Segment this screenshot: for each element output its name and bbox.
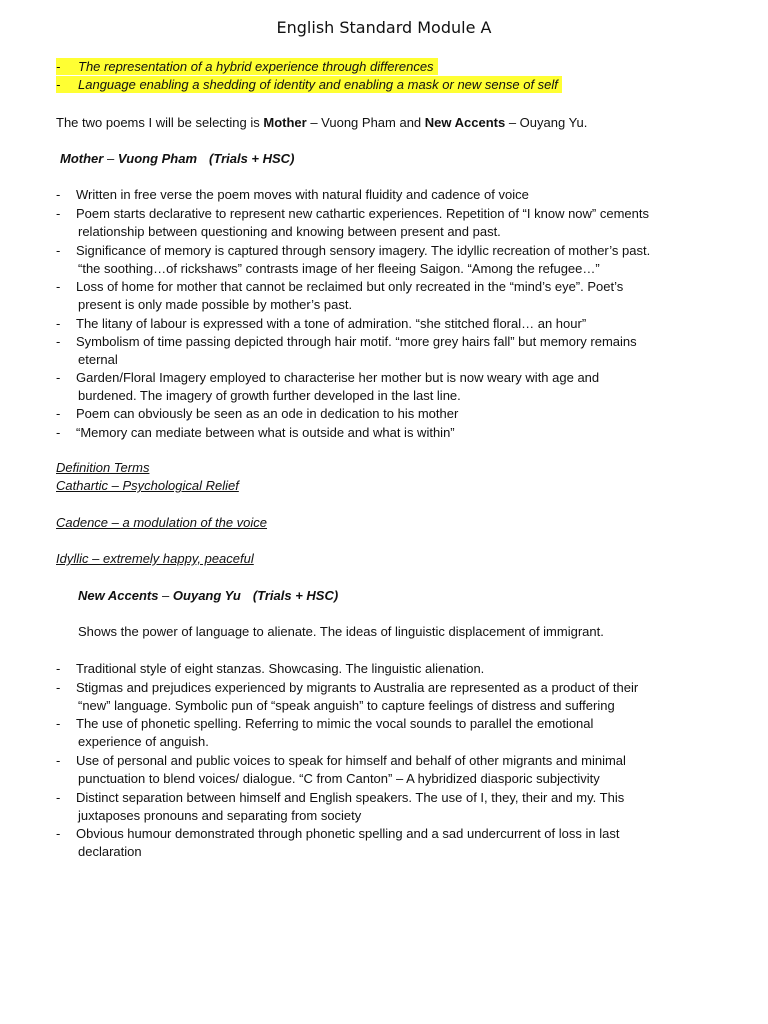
list-item-text: Obvious humour demonstrated through phonetic spelling and a sad undercurrent of loss in last bbox=[76, 826, 620, 841]
list-item-continuation: “new” language. Symbolic pun of “speak anguish” to capture feelings of distress and suffering bbox=[78, 698, 615, 713]
heading-separator: – bbox=[158, 588, 173, 603]
highlight-text: Language enabling a shedding of identity and enabling a mask or new sense of self bbox=[78, 77, 558, 92]
dash-bullet: - bbox=[56, 753, 61, 768]
list-item-text: Symbolism of time passing depicted through hair motif. “more grey hairs fall” but memory remains bbox=[76, 334, 637, 349]
dash-bullet: - bbox=[56, 680, 61, 695]
list-item-text: The use of phonetic spelling. Referring to mimic the vocal sounds to parallel the emotional bbox=[76, 716, 594, 731]
intro-text: – Ouyang Yu. bbox=[505, 115, 588, 130]
list-item-continuation: juxtaposes pronouns and separating from society bbox=[78, 808, 362, 823]
dash-bullet: - bbox=[56, 425, 61, 440]
list-item-continuation: burdened. The imagery of growth further developed in the last line. bbox=[78, 388, 461, 403]
dash-bullet: - bbox=[56, 243, 61, 258]
heading-author: Vuong Pham bbox=[117, 151, 198, 166]
new-accents-heading bbox=[78, 588, 338, 603]
page-title: English Standard Module A bbox=[276, 18, 492, 37]
list-item-text: Garden/Floral Imagery employed to characterise her mother but is now weary with age and bbox=[76, 370, 600, 385]
dash-bullet: - bbox=[56, 790, 61, 805]
dash-bullet: - bbox=[56, 77, 61, 92]
dash-bullet: - bbox=[56, 206, 61, 221]
dash-bullet: - bbox=[56, 59, 61, 74]
list-item-text: Significance of memory is captured through sensory imagery. The idyllic recreation of mother’s past. bbox=[76, 243, 651, 258]
definition-idyllic: Idyllic – extremely happy, peaceful bbox=[56, 551, 254, 566]
list-item-text: Written in free verse the poem moves with natural fluidity and cadence of voice bbox=[76, 187, 529, 202]
list-item-text: Poem starts declarative to represent new cathartic experiences. Repetition of “I know now” cements bbox=[76, 206, 649, 221]
list-item-continuation: relationship between questioning and knowing between present and past. bbox=[78, 224, 501, 239]
list-item-continuation: “the soothing…of rickshaws” contrasts image of her fleeing Saigon. “Among the refugee…” bbox=[78, 261, 600, 276]
dash-bullet: - bbox=[56, 187, 61, 202]
highlight-line-2 bbox=[56, 76, 562, 93]
definition-cathartic: Cathartic – Psychological Relief bbox=[56, 478, 239, 493]
new-accents-summary: Shows the power of language to alienate. The ideas of linguistic displacement of immigrant. bbox=[78, 624, 604, 639]
definition-heading: Definition Terms bbox=[56, 460, 150, 475]
highlight-line-1 bbox=[56, 58, 438, 75]
list-item-continuation: declaration bbox=[78, 844, 142, 859]
heading-separator: – bbox=[103, 151, 118, 166]
heading-tag: (Trials + HSC) bbox=[252, 588, 339, 603]
poem-title-new-accents: New Accents bbox=[424, 115, 506, 130]
poem-title-mother: Mother bbox=[263, 115, 307, 130]
list-item-continuation: eternal bbox=[78, 352, 118, 367]
dash-bullet: - bbox=[56, 316, 61, 331]
heading-author: Ouyang Yu bbox=[172, 588, 241, 603]
intro-paragraph bbox=[56, 115, 587, 130]
list-item-text: Traditional style of eight stanzas. Showcasing. The linguistic alienation. bbox=[76, 661, 485, 676]
list-item-text: “Memory can mediate between what is outside and what is within” bbox=[76, 425, 455, 440]
intro-text: – Vuong Pham and bbox=[306, 115, 425, 130]
dash-bullet: - bbox=[56, 716, 61, 731]
list-item-text: Poem can obviously be seen as an ode in dedication to his mother bbox=[76, 406, 459, 421]
dash-bullet: - bbox=[56, 334, 61, 349]
heading-title: New Accents bbox=[78, 588, 159, 603]
definition-cadence: Cadence – a modulation of the voice bbox=[56, 515, 268, 530]
dash-bullet: - bbox=[56, 406, 61, 421]
dash-bullet: - bbox=[56, 279, 61, 294]
heading-title: Mother bbox=[60, 151, 104, 166]
list-item-text: Stigmas and prejudices experienced by migrants to Australia are represented as a product of their bbox=[76, 680, 639, 695]
highlight-text: The representation of a hybrid experience through differences bbox=[78, 59, 434, 74]
dash-bullet: - bbox=[56, 370, 61, 385]
intro-text: The two poems I will be selecting is bbox=[56, 115, 264, 130]
list-item-text: The litany of labour is expressed with a tone of admiration. “she stitched floral… an hour” bbox=[76, 316, 587, 331]
dash-bullet: - bbox=[56, 826, 61, 841]
list-item-text: Loss of home for mother that cannot be reclaimed but only recreated in the “mind’s eye”. Poet’s bbox=[76, 279, 624, 294]
list-item-text: Use of personal and public voices to speak for himself and behalf of other migrants and minimal bbox=[76, 753, 626, 768]
list-item-continuation: experience of anguish. bbox=[78, 734, 209, 749]
mother-heading bbox=[60, 151, 294, 166]
list-item-continuation: present is only made possible by mother’s past. bbox=[78, 297, 353, 312]
list-item-continuation: punctuation to blend voices/ dialogue. “C from Canton” – A hybridized diasporic subjectivity bbox=[78, 771, 600, 786]
heading-tag: (Trials + HSC) bbox=[209, 151, 295, 166]
dash-bullet: - bbox=[56, 661, 61, 676]
list-item-text: Distinct separation between himself and English speakers. The use of I, they, their and my. This bbox=[76, 790, 625, 805]
